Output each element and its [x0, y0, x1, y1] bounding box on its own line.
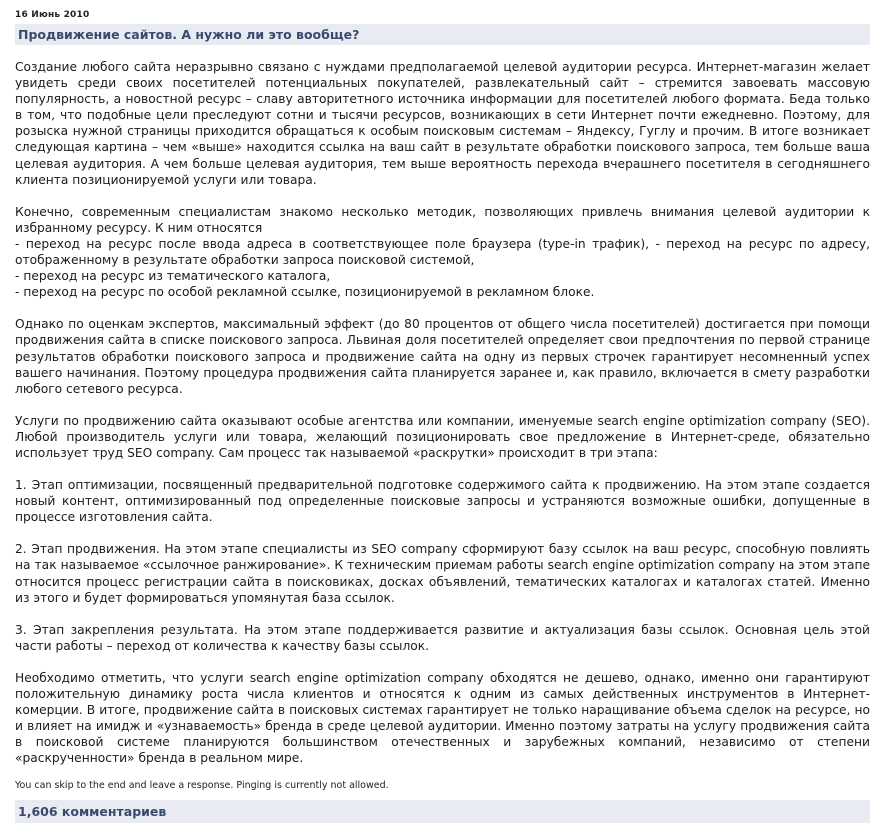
paragraph-stage-2: 2. Этап продвижения. На этом этапе специалисты из SEO company сформируют базу ссылок на ваш ресурс, способную повлиять на так называемое «ссылочное ранжирование». К техническим приемам работы search engine optimization company на этом этапе относится процесс регистрации сайта в поисковиках, досках объявлений, тематических каталогах и каталогах статей. Именно из этого и будет формироваться упомянутая база ссылок. — [15, 542, 870, 605]
paragraph-services: Услуги по продвижению сайта оказывают особые агентства или компании, именуемые search engine optimization company (SEO). Любой производитель услуги или товара, желающий позиционировать свое предложение в Интернет-среде, обязательно использует труд SEO company. Сам процесс так называемой «раскрутки» происходит в три этапа: — [15, 413, 870, 460]
paragraph-stage-3: 3. Этап закрепления результата. На этом этапе поддерживается развитие и актуализация базы ссылок. Основная цель этой части работы – переход от количества к качеству базы ссылок. — [15, 622, 870, 653]
paragraph-methods — [15, 204, 870, 301]
paragraph-intro: Создание любого сайта неразрывно связано с нуждами предполагаемой целевой аудитории ресурса. Интернет-магазин желает увидеть среди своих посетителей потенциальных покупателей, развлекательный сайт – стремится завоевать массовую популярность, а новостной ресурс – славу авторитетного источника информации для посетителей любого формата. Беда только в том, что подобные цели преследуют сотни и тысячи ресурсов, возникающих в сети Интернет почти ежедневно. Поэтому, для розыска нужной страницы приходится обращаться к особым поисковым системам – Яндексу, Гуглу и прочим. В итоге возникает следующая картина – чем «выше» находится ссылка на ваш сайт в результате обработки поискового запроса, тем больше ваша целевая аудитория. А чем больше целевая аудитория, тем выше вероятность перехода вчерашнего посетителя в сегодняшнего клиента позиционируемой услуги или товара. — [15, 60, 870, 187]
comments-heading: 1,606 комментариев — [15, 800, 870, 823]
methods-item-1: - переход на ресурс после ввода адреса в соответствующее поле браузера (type-in трафик), - переход на ресурс по адресу, отображенному в результате обработки запроса поисковой системой, — [15, 236, 870, 268]
paragraph-conclusion: Необходимо отметить, что услуги search engine optimization company обходятся не дешево, однако, именно они гарантируют положительную динамику роста числа клиентов и относятся к одним из самых действенных инструментов в Интернет- комерции. В итоге, продвижение сайта в поисковых системах гарантирует не только наращивание объема сделок на ресурсе, но и влияет на имидж и «узнаваемость» бренда в среде целевой аудитории. Именно поэтому затраты на услугу продвижения сайта в поисковой системе планируются большинством отечественных и зарубежных компаний, независимо от степени «раскрученности» бренда в реальном мире. — [15, 670, 870, 766]
paragraph-stage-1: 1. Этап оптимизации, посвященный предварительной подготовке содержимого сайта к продвижению. На этом этапе создается новый контент, оптимизированный под определенные поисковые запросы и устраняются возможные ошибки, допущенные в процессе изготовления сайта. — [15, 478, 870, 525]
post-date: 16 Июнь 2010 — [15, 10, 90, 20]
respond-note: You can skip to the end and leave a response. Pinging is currently not allowed. — [15, 780, 389, 792]
methods-item-2: - переход на ресурс из тематического каталога, — [15, 269, 331, 284]
methods-intro: Конечно, современным специалистам знакомо несколько методик, позволяющих привлечь внимания целевой аудитории к избранному ресурсу. К ним относятся — [15, 204, 870, 235]
post-title[interactable]: Продвижение сайтов. А нужно ли это вообще? — [15, 24, 870, 45]
methods-item-3: - переход на ресурс по особой рекламной ссылке, позиционируемой в рекламном блоке. — [15, 285, 595, 300]
paragraph-experts: Однако по оценкам экспертов, максимальный эффект (до 80 процентов от общего числа посетителей) достигается при помощи продвижения сайта в списке поискового запроса. Львиная доля посетителей определяет свои предпочтения по первой странице результатов обработки поискового запроса и продвижение сайта на одну из первых строчек гарантирует несомненный успех вашего начинания. Поэтому процедура продвижения сайта планируется заранее и, как правило, включается в смету разработки любого сетевого ресурса. — [15, 317, 870, 396]
post-body — [15, 59, 870, 766]
post — [15, 0, 870, 823]
